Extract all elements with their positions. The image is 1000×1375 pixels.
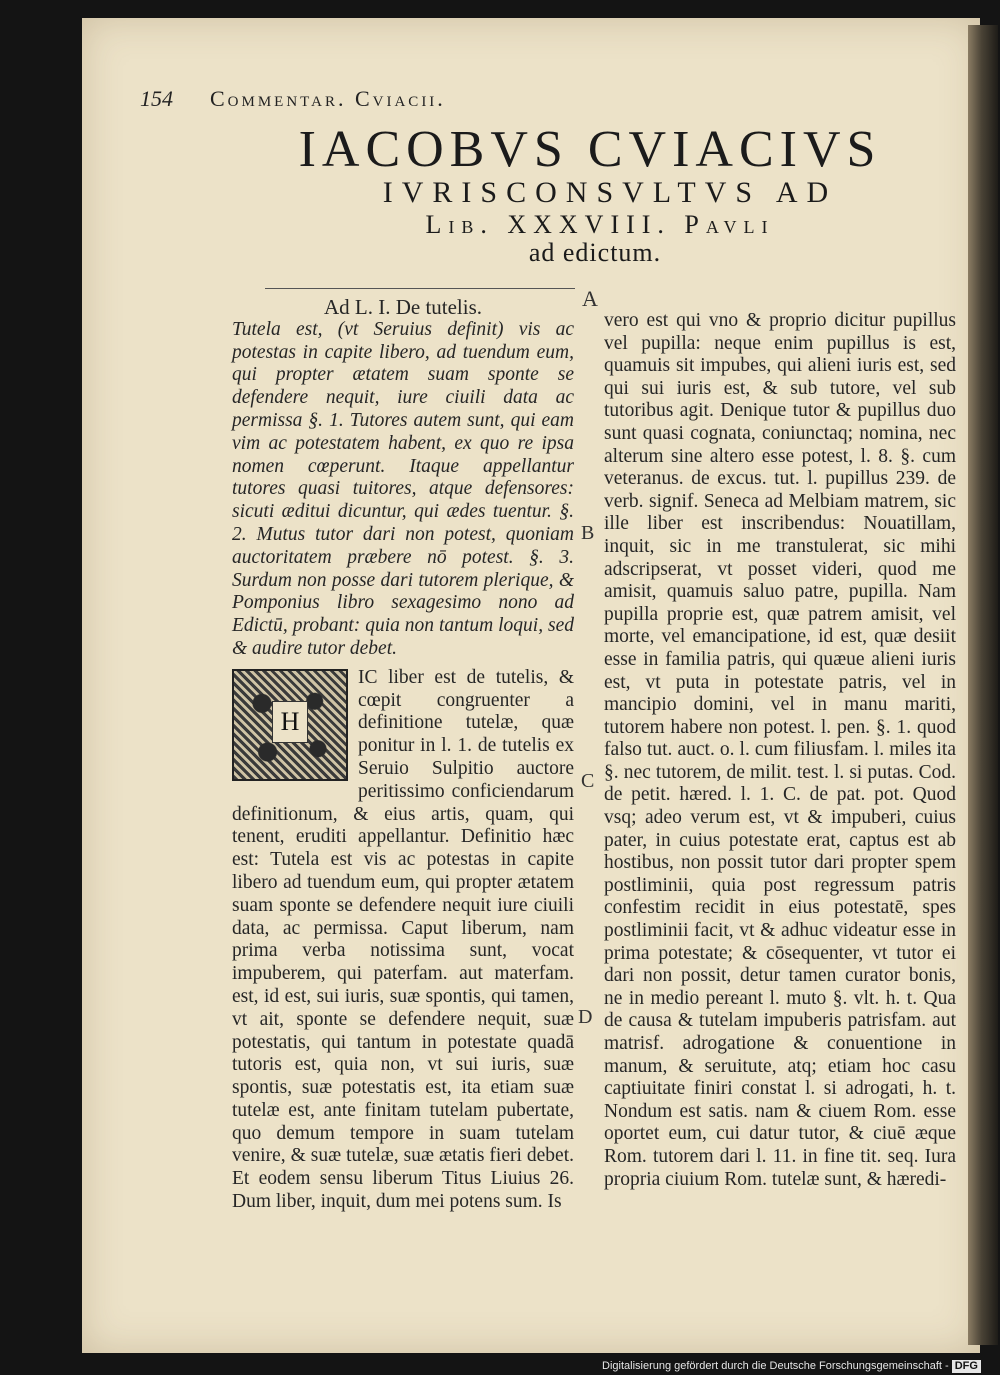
running-header	[140, 86, 760, 114]
digitization-footer	[602, 1358, 1000, 1375]
commentary-text	[232, 667, 574, 1214]
margin-letter-b: B	[581, 522, 595, 544]
margin-letter-a: A	[582, 286, 598, 311]
right-column	[604, 310, 956, 1191]
initial-letter: H	[272, 701, 308, 743]
dfg-logo: DFG	[952, 1360, 981, 1373]
margin-letter-c: C	[581, 770, 595, 792]
margin-letter-d: D	[578, 1006, 593, 1028]
page-edge	[968, 25, 998, 1345]
title-book: Lib. XXXVIII. Pavli	[425, 210, 775, 239]
title-ad-edictum: ad edictum.	[528, 238, 662, 267]
section-rule	[265, 288, 575, 289]
title-author: IACOBVS CVIACIVS	[298, 121, 882, 178]
digest-quotation: Tutela est, (vt Seruius definit) vis ac potestas in capite libero, ad tuendum eum, qui propter ætatem suam sponte se defendere nequit, iure ciuili data ac permissa §. 1. Tutores autem sunt, qui eam vim ac potestatem habent, ex quo re ipsa nomen cœperunt. Itaque appellantur tutores quasi tuitores, atque defensores: sicuti æditui dicuntur, qui ædes tuentur. §. 2. Mutus tutor dari non potest, quoniam auctoritatem præbere nō potest. §. 3. Surdum non posse dari tutorem plerique, & Pomponius libro sexagesimo nono ad Edictū, probant: quia non tantum loqui, sed & audire tutor debet.	[232, 318, 574, 659]
decorated-initial	[232, 669, 348, 781]
section-rubric: Ad L. I. De tutelis.	[323, 295, 483, 319]
left-column	[232, 296, 574, 1214]
commentary-paragraph: IC liber est de tutelis, & cœpit congruenter a definitione tutelæ, quæ ponitur in l. 1. de tutelis ex Seruio Sulpitio auctore peritissimo conficiendarum definitionum, & eius artis, quam, qui tenent, eruditi appellantur. Definitio hæc est: Tutela est vis ac potestas in capite libero ad tuendum eum, qui propter ætatem suam sponte se defendere nequit iure ciuili data, ac permissa. Caput liberum, nam prima verba notissima sunt, vocat impuberem, qui paterfam. aut materfam. est, id est, sui iuris, suæ spontis, qui tamen, vt ait, sponte se defendere nequit, suæ potestatis, qui tantum in potestate quadā tutoris est, quia non, vt sui iuris, suæ spontis, suæ potestatis est, ita etiam suæ tutelæ est, ante finitam tutelam pubertate, quo demum tempore in suam tutelam venire, & suæ tutelæ, suæ ætatis fieri debet. Et eodem sensu liberum Titus Liuius 26. Dum liber, inquit, dum mei potens sum. Is	[232, 666, 574, 1213]
footer-text: Digitalisierung gefördert durch die Deutsche Forschungsgemeinschaft -	[602, 1360, 949, 1372]
commentary-continuation: vero est qui vno & proprio dicitur pupillus vel pupilla: neque enim pupillus is est, quamuis sit impubes, qui alieni iuris est, sed qui sui iuris est, & sub tutore, vel sub tutoribus agit. Denique tutor & pupillus duo sunt quasi cognata, coniunctaq; nomina, nec alterum sine altero esse potest, l. 8. §. cum veteranus. de excus. tut. l. pupillus 239. de verb. signif. Seneca ad Melbiam matrem, sic ille liber est inscribendus: Nouatillam, inquit, sic in me transtulerat, sic mihi adscripserat, vt posset videri, quod me amisit, quamuis saluo patre, pupilla. Nam pupilla proprie est, quæ patrem amisit, vel morte, vel emancipatione, id est, quæ desiit esse in familia patris, qui quæue alieni iuris est, vt puta in potestate patris, vel in mancipio domini, vel in manu mariti, tutorem habere non potest. l. pen. §. 1. quod falso tut. auct. o. l. cum filiusfam. l. miles ita §. nec tutorem, de milit. test. l. si putas. Cod. de petit. hæred. l. 1. C. de pat. pot. Quod vsq; adeo verum est, vt & impuberi, cuius pater, in cuius potestate erat, captus est ab hostibus, non possit tutor dari propter spem postliminii, quia post regressum patris confestim recidit in eius potestatē, spes postliminii facit, vt & adhuc videatur esse in prima potestate; & cōsequenter, vt tutor ei dari non possit, detur tamen curator bonis, ne in medio pereant l. muto §. vlt. h. t. Qua de causa & tutelam impuberis patrisfam. aut matrisf. adrogatione & conuentione in manum, & seruitute, atq; etiam hoc casu captiuitate finiri constat l. si adrogati, h. t. Nondum est satis. nam & ciuem Rom. esse oportet eum, cui datur tutor, & ciuē æque Rom. tutorem dari l. 11. in fine tit. seq. Iura propria ciuium Rom. tutelæ sunt, & hæredi-	[604, 310, 956, 1190]
title-jurisconsultus: IVRISCONSVLTVS AD	[382, 176, 838, 209]
running-title: Commentar. Cviacii.	[210, 86, 446, 111]
page-number: 154	[140, 86, 173, 111]
